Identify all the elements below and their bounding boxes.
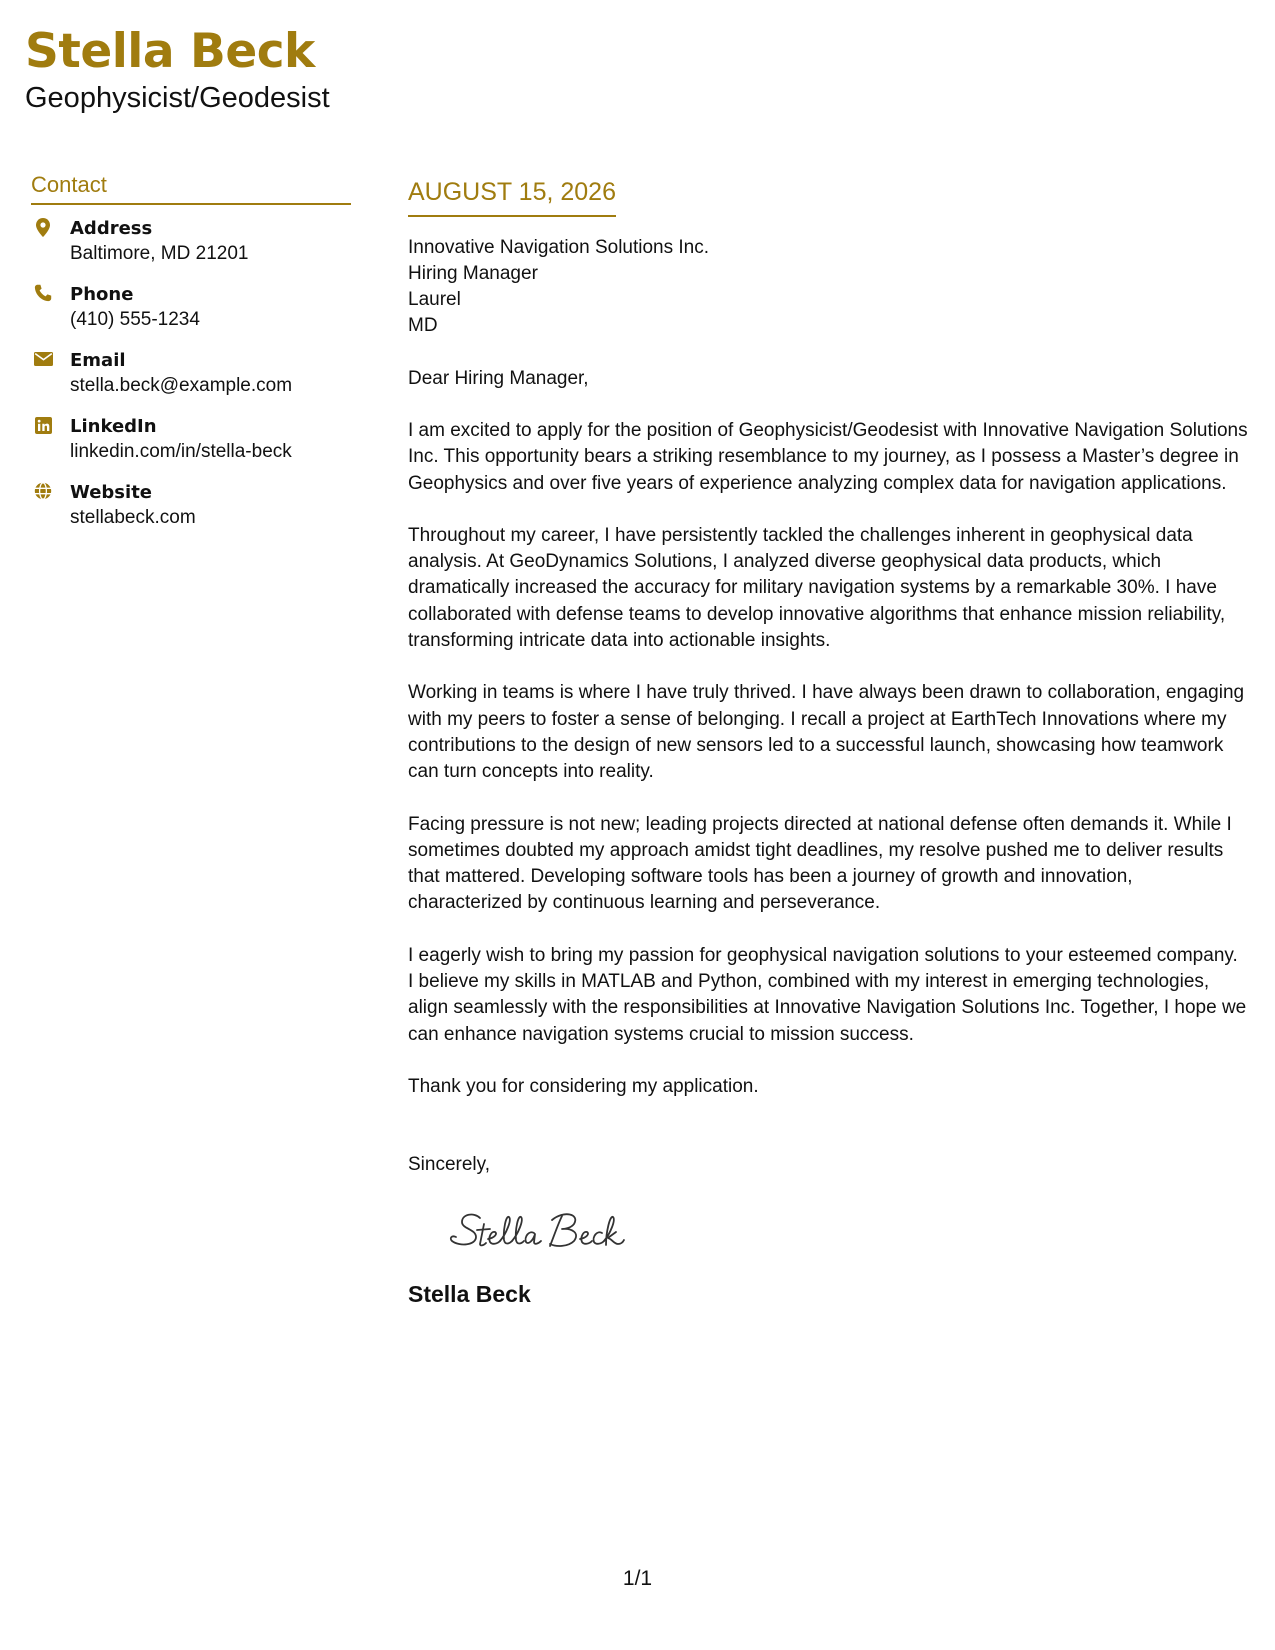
contact-label-email: Email — [70, 350, 126, 371]
contact-label-address: Address — [70, 218, 153, 239]
linkedin-icon — [33, 415, 53, 435]
body-paragraph: I am excited to apply for the position of Geophysicist/Geodesist with Innovative Navigation Solutions Inc. This opportunity bears a striking resemblance to my journey, as I possess a Master’s degree in Geophysics and over five years of experience analyzing complex data for navigation applications. — [408, 420, 1248, 494]
contact-item-phone — [31, 282, 351, 332]
body-paragraph: Thank you for considering my application. — [408, 1075, 759, 1097]
contact-label-website: Website — [70, 482, 153, 503]
contact-value-address: Baltimore, MD 21201 — [70, 243, 249, 264]
contact-label-linkedin: LinkedIn — [70, 416, 157, 437]
contact-item-address — [31, 216, 351, 266]
contact-sidebar — [31, 170, 351, 546]
recipient-company: Innovative Navigation Solutions Inc. — [408, 237, 710, 258]
body-paragraph: Working in teams is where I have truly thrived. I have always been drawn to collaboration, engaging with my peers to foster a sense of belonging. I recall a project at EarthTech Innovations where my contributions to the design of new sensors led to a successful launch, showcasing how teamwork can turn concepts into reality. — [408, 682, 1245, 783]
signature-name: Stella Beck — [408, 1281, 531, 1308]
body-paragraph: I eagerly wish to bring my passion for geophysical navigation solutions to your esteemed company. I believe my skills in MATLAB and Python, combined with my interest in emerging technologies, align seamlessly with the responsibilities at Innovative Navigation Solutions Inc. Together, I hope we can enhance navigation systems crucial to mission success. — [408, 944, 1247, 1045]
recipient-city: Laurel — [408, 289, 461, 310]
website-link[interactable]: stellabeck.com — [70, 507, 196, 528]
closing: Sincerely, — [408, 1154, 491, 1176]
applicant-name: Stella Beck — [25, 24, 315, 79]
email-link[interactable]: stella.beck@example.com — [70, 375, 293, 396]
phone-icon — [33, 283, 53, 303]
cover-letter-body — [408, 175, 1248, 1309]
job-title: Geophysicist/Geodesist — [25, 82, 330, 114]
contact-heading: Contact — [31, 170, 351, 205]
page-number: 1/1 — [622, 1567, 653, 1590]
globe-icon — [33, 481, 53, 501]
contact-value-phone: (410) 555-1234 — [70, 309, 200, 330]
recipient-state: MD — [408, 315, 438, 336]
letter-date: AUGUST 15, 2026 — [408, 175, 616, 217]
map-pin-icon — [33, 217, 53, 237]
recipient-block — [408, 235, 1248, 339]
body-paragraph: Facing pressure is not new; leading projects directed at national defense often demands it. While I sometimes doubted my approach amidst tight deadlines, my resolve pushed me to deliver results that mattered. Developing software tools has been a journey of growth and innovation, characterized by continuous learning and perseverance. — [408, 813, 1232, 914]
contact-item-linkedin — [31, 414, 351, 464]
salutation: Dear Hiring Manager, — [408, 368, 589, 389]
body-paragraph: Throughout my career, I have persistently tackled the challenges inherent in geophysical data analysis. At GeoDynamics Solutions, I analyzed diverse geophysical data products, which dramatically increased the accuracy for military navigation systems by a remarkable 30%. I have collaborated with defense teams to develop innovative algorithms that enhance mission reliability, transforming intricate data into actionable insights. — [408, 524, 1226, 652]
linkedin-link[interactable]: linkedin.com/in/stella-beck — [70, 441, 292, 462]
handwritten-signature — [446, 1200, 636, 1260]
envelope-icon — [33, 349, 53, 369]
recipient-title: Hiring Manager — [408, 263, 538, 284]
contact-label-phone: Phone — [70, 284, 134, 305]
contact-item-email — [31, 348, 351, 398]
contact-item-website — [31, 480, 351, 530]
